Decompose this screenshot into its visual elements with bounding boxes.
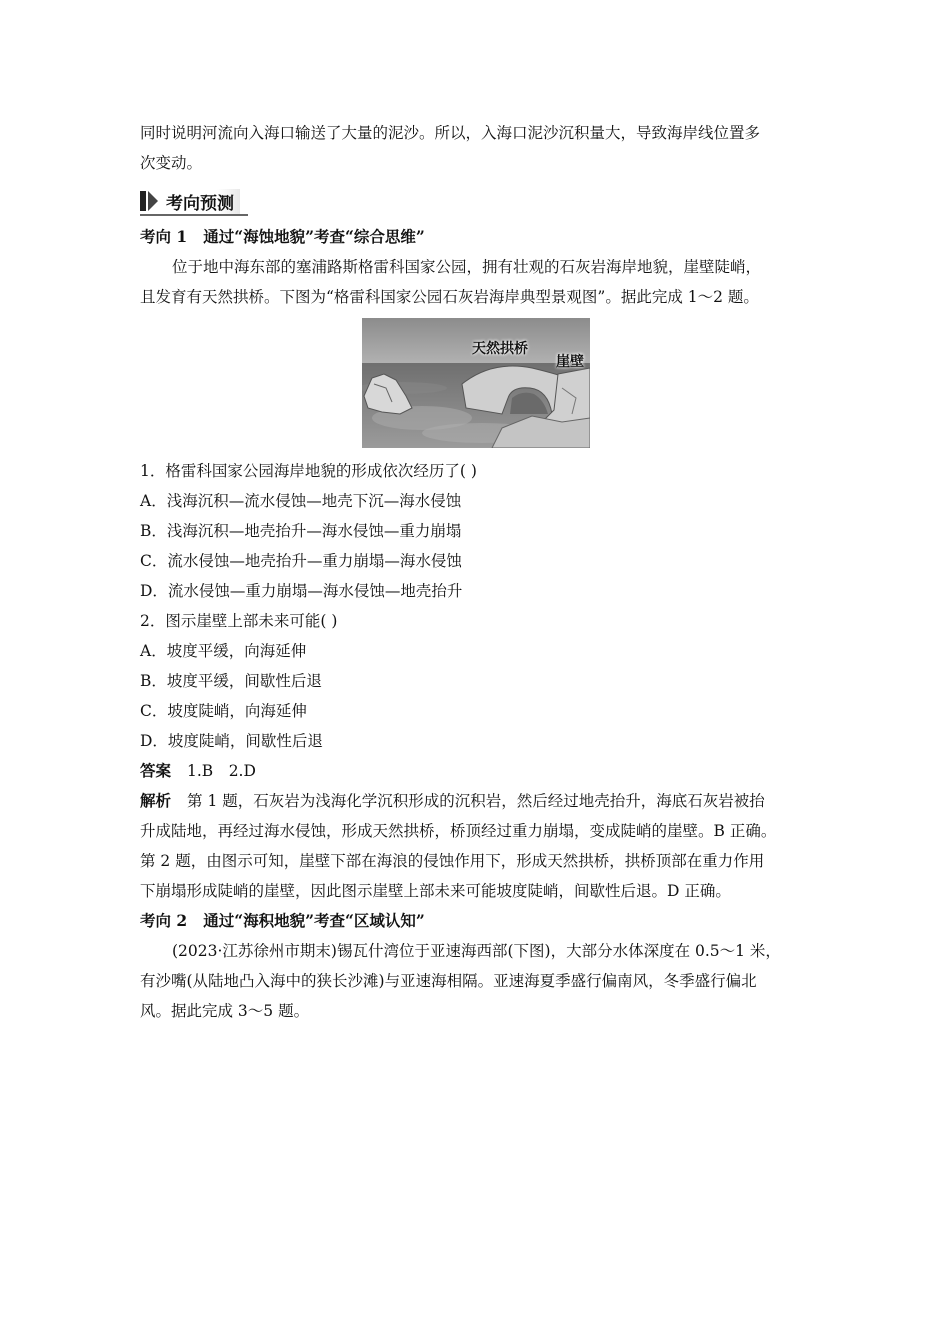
question-1-option-c: C．流水侵蚀—地壳抬升—重力崩塌—海水侵蚀 [140,552,462,570]
topic-2-title: 通过“海积地貌”考查“区域认知” [203,911,425,930]
topic-2-para-line-3: 风。据此完成 3～5 题。 [140,1002,310,1020]
document-page [140,118,812,1026]
topic-1-title: 通过“海蚀地貌”考查“综合思维” [203,227,425,246]
topic-1-label: 考向 1 [140,227,188,246]
answer-value: 1.B 2.D [187,762,256,780]
topic-1-para-line-2: 且发育有天然拱桥。下图为“格雷科国家公园石灰岩海岸典型景观图”。据此完成 1～2 题。 [140,288,759,306]
section-header [140,188,812,214]
section-marker-icon [140,190,158,212]
section-underline [140,214,248,216]
question-1-stem: 1．格雷科国家公园海岸地貌的形成依次经历了( ) [140,462,477,480]
question-2-option-a: A．坡度平缓，向海延伸 [140,642,307,660]
topic-1-para-line-1: 位于地中海东部的塞浦路斯格雷科国家公园，拥有壮观的石灰岩海岸地貌，崖壁陡峭， [172,258,762,276]
analysis-line-3: 第 2 题，由图示可知，崖壁下部在海浪的侵蚀作用下，形成天然拱桥，拱桥顶部在重力作用 [140,852,765,870]
topic-2-para-line-1: (2023·江苏徐州市期末)锡瓦什湾位于亚速海西部(下图)，大部分水体深度在 0.5～1 米， [172,942,781,960]
topic-1-heading [140,222,812,252]
analysis-line-2: 升成陆地，再经过海水侵蚀，形成天然拱桥，桥顶经过重力崩塌，变成陡峭的崖壁。B 正确。 [140,822,777,840]
coast-landscape-photo [362,318,590,448]
question-2-option-d: D．坡度陡峭，间歇性后退 [140,732,323,750]
question-1-option-b: B．浅海沉积—地壳抬升—海水侵蚀—重力崩塌 [140,522,462,540]
topic-2-label: 考向 2 [140,911,188,930]
analysis-label: 解析 [140,791,172,810]
question-1-option-a: A．浅海沉积—流水侵蚀—地壳下沉—海水侵蚀 [140,492,462,510]
figure-label-cliff: 崖壁 [556,354,584,370]
analysis-line-1 [140,786,812,816]
section-title: 考向预测 [164,189,240,214]
question-2-option-b: B．坡度平缓，间歇性后退 [140,672,322,690]
topic-2-heading [140,906,812,936]
question-1-option-d: D．流水侵蚀—重力崩塌—海水侵蚀—地壳抬升 [140,582,463,600]
intro-line-1: 同时说明河流向入海口输送了大量的泥沙。所以，入海口泥沙沉积量大，导致海岸线位置多 [140,124,761,142]
answer-line [140,756,812,786]
answer-label: 答案 [140,761,172,780]
figure-label-arch: 天然拱桥 [472,341,528,357]
question-2-option-c: C．坡度陡峭，向海延伸 [140,702,307,720]
analysis-line-4: 下崩塌形成陡峭的崖壁，因此图示崖壁上部未来可能坡度陡峭，间歇性后退。D 正确。 [140,882,731,900]
analysis-text-1: 第 1 题，石灰岩为浅海化学沉积形成的沉积岩，然后经过地壳抬升，海底石灰岩被抬 [187,792,765,810]
intro-line-2: 次变动。 [140,154,203,172]
topic-2-para-line-2: 有沙嘴(从陆地凸入海中的狭长沙滩)与亚速海相隔。亚速海夏季盛行偏南风，冬季盛行偏北 [140,972,757,990]
question-2-stem: 2．图示崖壁上部未来可能( ) [140,612,338,630]
